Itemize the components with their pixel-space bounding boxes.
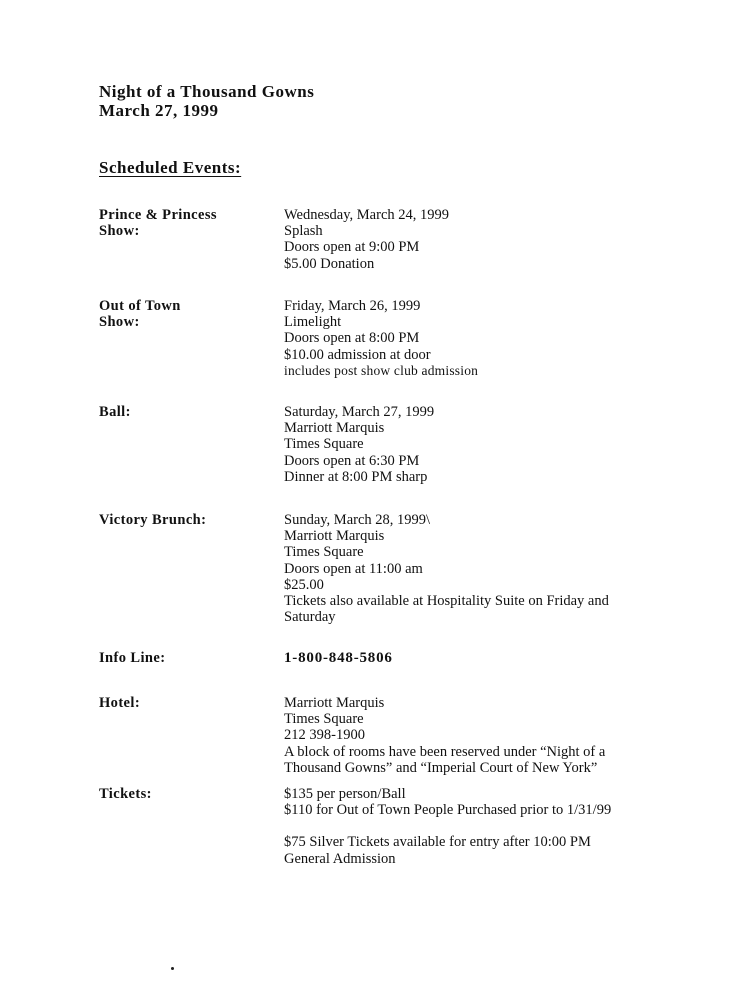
event-label-line: Prince & Princess xyxy=(99,207,217,223)
event-date: Saturday, March 27, 1999 xyxy=(284,404,435,420)
event-label xyxy=(99,404,269,420)
event-label xyxy=(99,786,269,802)
event-label-line: Out of Town xyxy=(99,298,181,314)
stray-mark xyxy=(171,967,174,970)
hotel-phone: 212 398-1900 xyxy=(284,727,365,744)
event-location: Times Square xyxy=(284,544,364,561)
event-details xyxy=(284,298,634,379)
phone-number: 1-800-848-5806 xyxy=(284,650,393,666)
event-doors: Doors open at 6:30 PM xyxy=(284,452,420,469)
hotel-name: Marriott Marquis xyxy=(284,695,385,711)
event-doors: Doors open at 8:00 PM xyxy=(284,330,420,347)
event-label xyxy=(99,298,269,330)
event-label xyxy=(99,695,269,711)
event-label xyxy=(99,650,269,666)
event-label-line: Hotel: xyxy=(99,695,141,711)
event-date: Friday, March 26, 1999 xyxy=(284,298,421,314)
event-label-line: Show: xyxy=(99,314,140,330)
event-label-line: Show: xyxy=(99,223,140,239)
hotel-note: A block of rooms have been reserved under “Night of a Thousand Gowns” and “Imperial Court of New York” xyxy=(284,743,606,776)
event-date: Wednesday, March 24, 1999 xyxy=(284,207,450,223)
event-label-line: Ball: xyxy=(99,404,131,420)
event-price: $10.00 admission at door xyxy=(284,346,431,363)
event-details xyxy=(284,786,634,867)
event-label-line: Tickets: xyxy=(99,786,152,802)
title-line-date: March 27, 1999 xyxy=(99,101,219,120)
ticket-price: $75 Silver Tickets available for entry after 10:00 PM xyxy=(284,834,591,851)
event-label xyxy=(99,207,269,239)
event-venue: Splash xyxy=(284,223,323,240)
event-note: includes post show club admission xyxy=(284,362,479,378)
document-title xyxy=(99,82,314,120)
event-venue: Marriott Marquis xyxy=(284,420,385,437)
event-location: Times Square xyxy=(284,436,364,453)
event-details xyxy=(284,404,634,485)
event-date: Sunday, March 28, 1999\ xyxy=(284,512,431,528)
event-details xyxy=(284,207,634,272)
event-venue: Limelight xyxy=(284,314,342,331)
event-price: $25.00 xyxy=(284,576,324,593)
event-label xyxy=(99,512,269,528)
event-dinner: Dinner at 8:00 PM sharp xyxy=(284,468,428,485)
ticket-note: General Admission xyxy=(284,850,396,867)
ticket-price: $135 per person/Ball xyxy=(284,786,406,802)
event-details xyxy=(284,695,634,776)
event-label-line: Info Line: xyxy=(99,650,166,666)
event-doors: Doors open at 9:00 PM xyxy=(284,239,420,256)
event-price: $5.00 Donation xyxy=(284,255,375,272)
event-note: Tickets also available at Hospitality Suite on Friday and Saturday xyxy=(284,593,609,626)
title-line-event: Night of a Thousand Gowns xyxy=(99,82,315,101)
event-label-line: Victory Brunch: xyxy=(99,512,207,528)
event-details xyxy=(284,512,634,625)
spacer xyxy=(284,818,634,834)
event-venue: Marriott Marquis xyxy=(284,528,385,545)
section-heading: Scheduled Events: xyxy=(99,158,242,177)
event-details xyxy=(284,650,634,666)
hotel-location: Times Square xyxy=(284,711,364,728)
event-doors: Doors open at 11:00 am xyxy=(284,560,423,577)
ticket-price: $110 for Out of Town People Purchased prior to 1/31/99 xyxy=(284,802,612,819)
